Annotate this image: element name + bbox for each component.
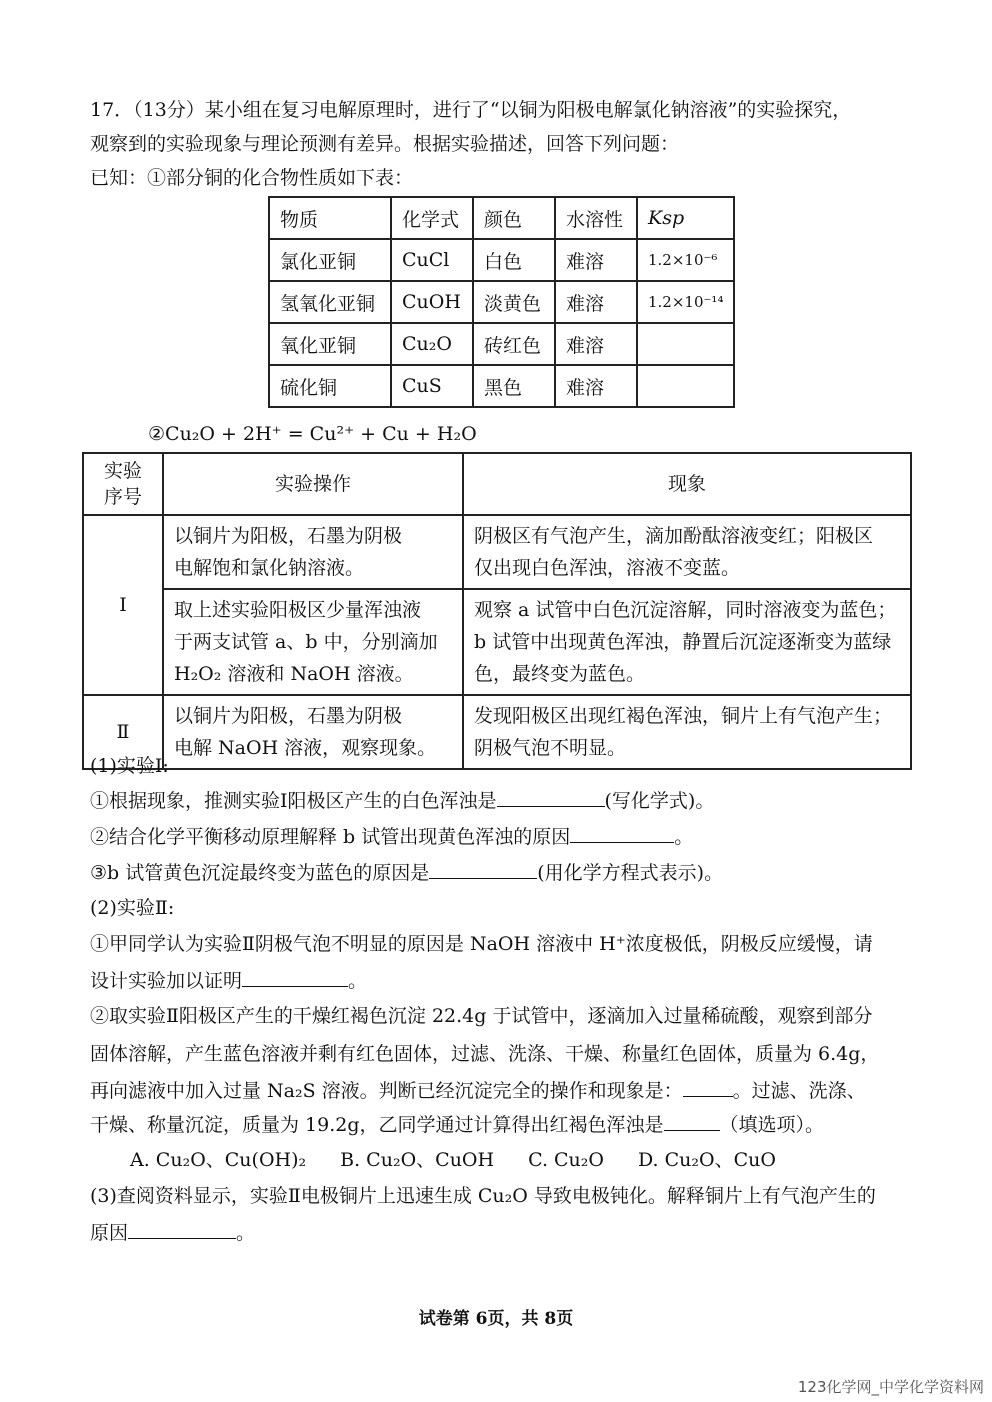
table-cell: 白色 [473,239,555,281]
experiment-phenomenon: 观察 a 试管中白色沉淀溶解，同时溶液变为蓝色； b 试管中出现黄色浑浊，静置后沉淀逐渐变为蓝绿 色，最终变为蓝色。 [463,589,911,695]
option-b[interactable]: B. Cu₂O、CuOH [340,1149,495,1171]
experiment-number: Ⅱ [83,695,163,769]
table-cell: CuCl [391,239,473,281]
q1-part-c: ③b 试管黄色沉淀最终变为蓝色的原因是 (用化学方程式表示)。 [90,858,723,887]
q1-title: (1)实验Ⅰ: [90,755,169,777]
option-d[interactable]: D. Cu₂O、CuO [638,1149,776,1171]
experiment-operation: 以铜片为阳极，石墨为阴极 电解饱和氯化钠溶液。 [163,515,463,589]
page-footer: 试卷第 6页，共 8页 [418,1309,574,1329]
table-row [83,515,911,589]
table-cell: 氧化亚铜 [269,323,391,365]
table-row [269,239,734,281]
q1-part-b: ②结合化学平衡移动原理解释 b 试管出现黄色浑浊的原因 。 [90,822,693,851]
answer-blank[interactable] [242,966,348,987]
table-cell: CuOH [391,281,473,323]
known-info-line: 已知：①部分铜的化合物性质如下表： [90,167,414,189]
table-row [269,365,734,407]
experiment-phenomenon: 发现阳极区出现红褐色浑浊，铜片上有气泡产生； 阴极气泡不明显。 [463,695,911,769]
table-header-cell: 实验操作 [163,453,463,515]
answer-blank[interactable] [664,1110,720,1131]
table-header-cell: 化学式 [391,197,473,239]
option-c[interactable]: C. Cu₂O [528,1149,604,1171]
table-cell: 淡黄色 [473,281,555,323]
answer-blank[interactable] [429,858,537,879]
watermark: 123化学网_中学化学资料网 [797,1378,984,1396]
q3-line1: (3)查阅资料显示，实验Ⅱ电极铜片上迅速生成 Cu₂O 导致电极钝化。解释铜片上有气泡产生的 [90,1185,876,1207]
table-cell [637,365,734,407]
question-intro-line2: 观察到的实验现象与理论预测有差异。根据实验描述，回答下列问题： [90,133,680,155]
q2-title: (2)实验Ⅱ: [90,897,175,919]
table-cell: 氯化亚铜 [269,239,391,281]
q2-part-b-line3: 再向滤液中加入过量 Na₂S 溶液。判断已经沉淀完全的操作和现象是： 。过滤、洗涤、 [90,1076,866,1105]
table-cell: 难溶 [555,323,637,365]
experiment-phenomenon: 阴极区有气泡产生，滴加酚酞溶液变红；阳极区 仅出现白色浑浊，溶液不变蓝。 [463,515,911,589]
table-header-cell: 水溶性 [555,197,637,239]
table-header-cell: Ksp [637,197,734,239]
question-intro-line1: 17．（13分）某小组在复习电解原理时，进行了“以铜为阳极电解氯化钠溶液”的实验探究， [90,99,852,121]
table-header-cell: 物质 [269,197,391,239]
reaction-equation: ②Cu₂O + 2H⁺ = Cu²⁺ + Cu + H₂O [148,423,477,445]
option-a[interactable]: A. Cu₂O、Cu(OH)₂ [130,1149,307,1171]
table-cell: 氢氧化亚铜 [269,281,391,323]
experiment-operation: 取上述实验阳极区少量浑浊液 于两支试管 a、b 中，分别滴加 H₂O₂ 溶液和 NaOH 溶液。 [163,589,463,695]
table-cell: 硫化铜 [269,365,391,407]
q2-part-a-line2: 设计实验加以证明 。 [90,966,367,995]
table-cell: CuS [391,365,473,407]
table-header-cell: 颜色 [473,197,555,239]
experiment-number: Ⅰ [83,515,163,695]
q3-line2: 原因 。 [90,1218,255,1247]
copper-compounds-table [268,196,735,408]
table-row [269,323,734,365]
answer-blank[interactable] [570,822,674,843]
table-cell: 砖红色 [473,323,555,365]
answer-blank[interactable] [683,1076,733,1097]
table-row [269,281,734,323]
q2-part-a-line1: ①甲同学认为实验Ⅱ阴极气泡不明显的原因是 NaOH 溶液中 H⁺浓度极低，阴极反应缓慢，请 [90,933,873,955]
q2-part-b-line1: ②取实验Ⅱ阳极区产生的干燥红褐色沉淀 22.4g 于试管中，逐滴加入过量稀硫酸，观察到部分 [90,1005,873,1027]
table-cell: Cu₂O [391,323,473,365]
q2-part-b-line4: 干燥、称量沉淀，质量为 19.2g，乙同学通过计算得出红褐色浑浊是 （填选项）。 [90,1110,824,1139]
table-header-row [269,197,734,239]
answer-blank[interactable] [128,1218,236,1239]
q1-part-a: ①根据现象，推测实验Ⅰ阳极区产生的白色浑浊是 (写化学式)。 [90,786,714,815]
experiment-table [82,452,912,770]
table-row [83,589,911,695]
answer-options [130,1146,810,1174]
table-cell: 1.2×10⁻⁶ [637,239,734,281]
table-cell: 难溶 [555,365,637,407]
experiment-operation: 以铜片为阳极，石墨为阴极 电解 NaOH 溶液，观察现象。 [163,695,463,769]
table-cell: 难溶 [555,239,637,281]
table-header-cell: 实验 序号 [83,453,163,515]
table-cell: 1.2×10⁻¹⁴ [637,281,734,323]
table-row [83,695,911,769]
table-header-row [83,453,911,515]
table-cell [637,323,734,365]
table-header-cell: 现象 [463,453,911,515]
q2-part-b-line2: 固体溶解，产生蓝色溶液并剩有红色固体，过滤、洗涤、干燥、称量红色固体，质量为 6.4g， [90,1043,880,1065]
table-cell: 黑色 [473,365,555,407]
answer-blank[interactable] [497,786,605,807]
table-cell: 难溶 [555,281,637,323]
